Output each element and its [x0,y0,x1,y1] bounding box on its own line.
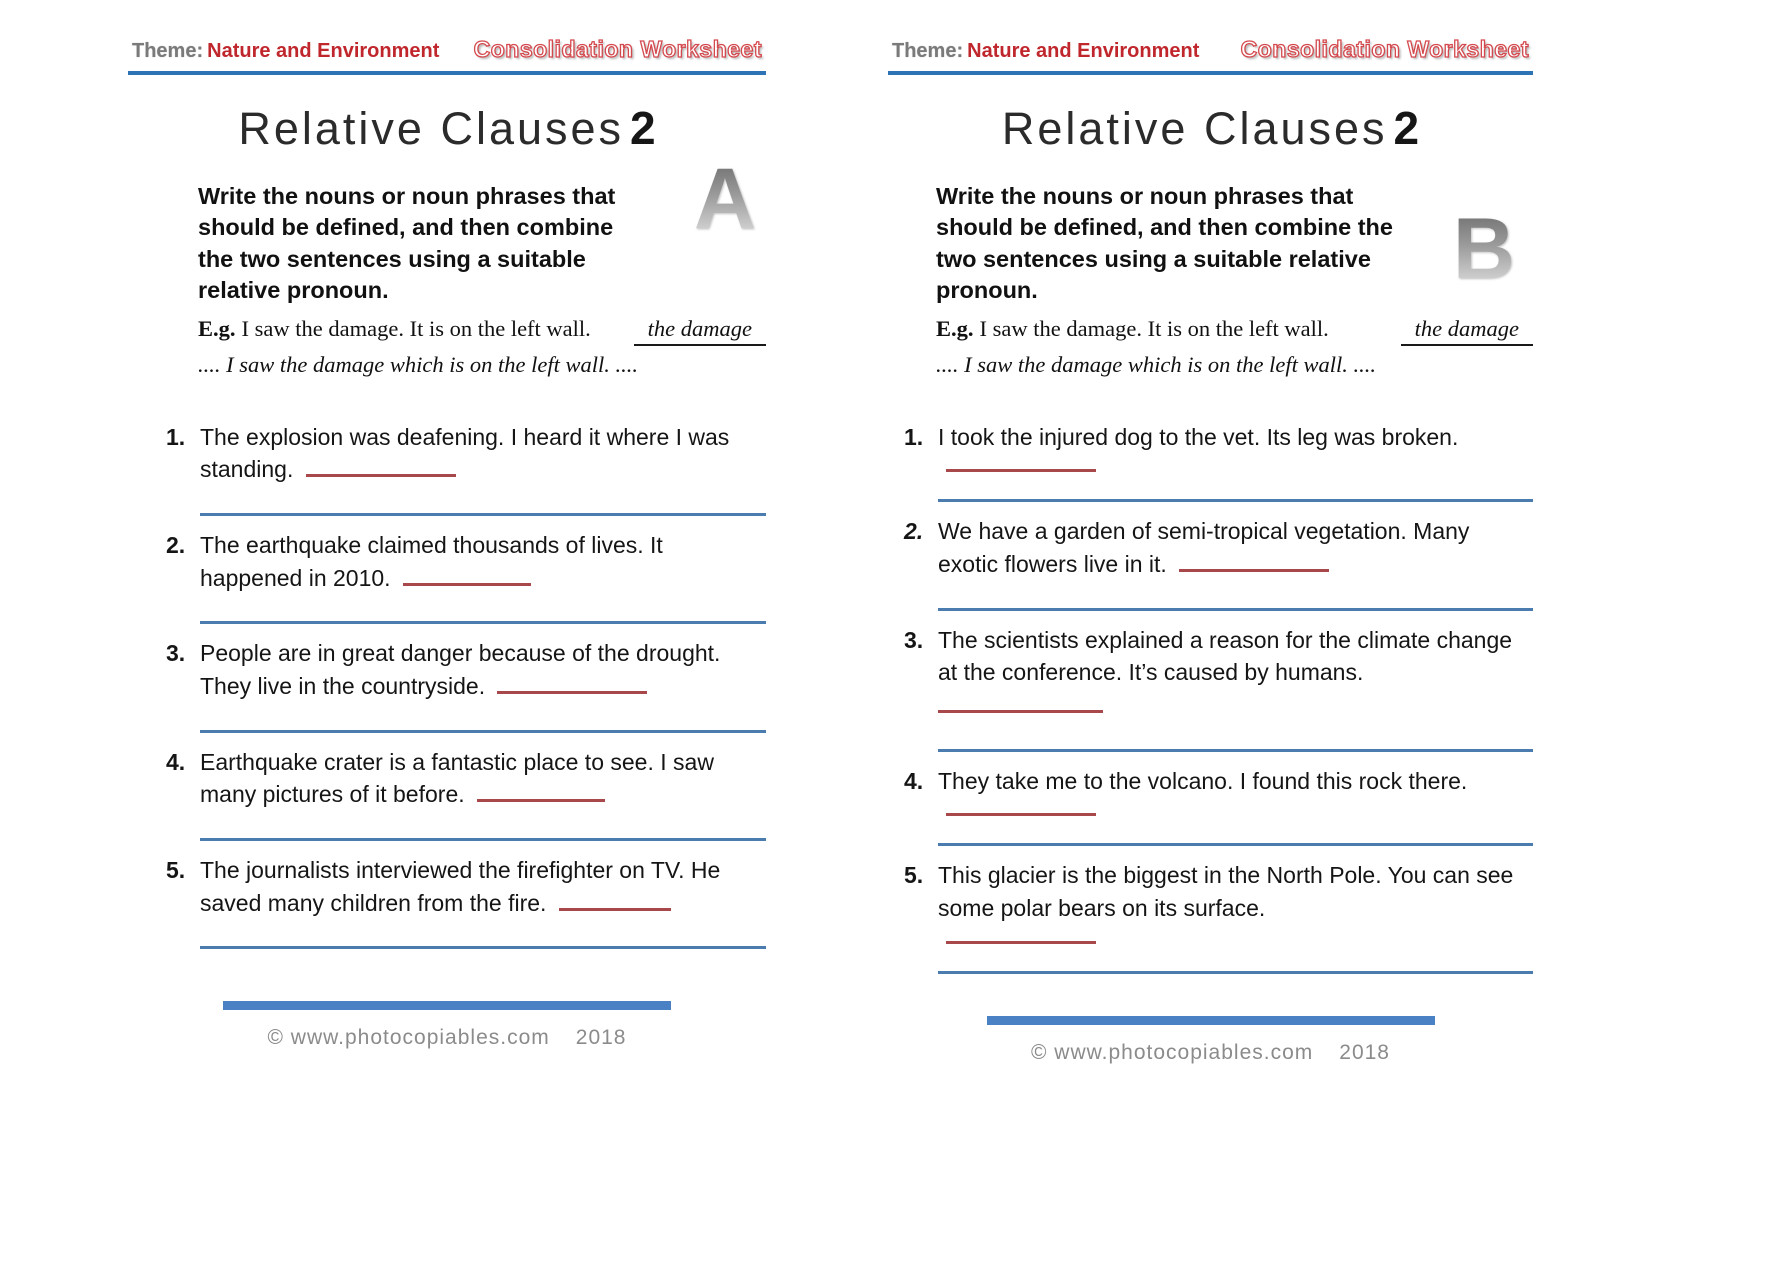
instructions-line: two sentences using a suitable relative [936,245,1371,272]
answer-blank-red[interactable] [946,813,1096,816]
item-sentence: The scientists explained a reason for the climate change at the conference. It’s caused by humans. [938,626,1513,686]
item-number: 1. [904,423,924,450]
item-sentence: They take me to the volcano. I found this rock there. [938,767,1468,794]
theme-label: Theme: [132,40,204,62]
item-sentence: The explosion was deafening. I heard it where I was standing. [200,423,730,483]
answer-blank-red[interactable] [938,690,1103,713]
example-sentence-line [936,314,1533,346]
footer-text [888,1041,1533,1065]
answer-blank-red[interactable] [306,454,456,477]
worksheet-header [888,28,1533,69]
theme-line [892,40,1199,63]
exercise-list [888,421,1533,974]
answer-line-blue[interactable] [938,843,1533,846]
instructions [198,181,766,307]
page-title-text: Relative Clauses [238,103,625,154]
item-number: 1. [166,423,186,450]
footer-copyright: © www.photocopiables.com [267,1026,550,1050]
example-answer: the damage [1401,314,1533,346]
item-sentence: People are in great danger because of the drought. They live in the countryside. [200,640,721,699]
item-number: 3. [904,626,924,653]
worksheet-footer [128,1001,766,1050]
answer-line-blue[interactable] [200,730,766,733]
item-number: 4. [166,748,186,775]
instructions-line: should be defined, and then combine [198,214,614,241]
item-number: 3. [166,640,186,667]
header-rule [888,71,1533,75]
answer-blank-red[interactable] [1179,549,1329,572]
worksheet-type-label: Consolidation Worksheet [1240,36,1529,62]
item-sentence: This glacier is the biggest in the North Pole. You can see some polar bears on its surface. [938,862,1514,921]
answer-blank-red[interactable] [559,888,671,911]
item-sentence: I took the injured dog to the vet. Its leg was broken. [938,423,1459,450]
section-letter-a: A [693,151,756,247]
item-number: 5. [904,862,924,889]
answer-line-blue[interactable] [938,608,1533,611]
worksheet-header [128,28,766,69]
instructions-line: the two sentences using a suitable [198,245,586,272]
exercise-list [128,421,766,950]
answer-blank-red[interactable] [497,671,647,694]
answer-line-blue[interactable] [200,621,766,624]
page-title [128,101,766,155]
exercise-item-2 [128,529,766,594]
item-number: 5. [166,856,186,883]
answer-line-blue[interactable] [200,946,766,949]
instructions-line: relative pronoun. [198,277,389,304]
item-sentence: Earthquake crater is a fantastic place to see. I saw many pictures of it before. [200,748,714,808]
instructions-line: should be defined, and then combine the [936,214,1393,241]
answer-blank-red[interactable] [477,779,605,802]
answer-line-blue[interactable] [938,749,1533,752]
exercise-item-1 [888,421,1533,473]
answer-line-blue[interactable] [200,838,766,841]
worksheet-footer [888,1016,1533,1065]
answer-line-blue[interactable] [938,499,1533,502]
answer-blank-red[interactable] [946,469,1096,472]
answer-blank-red[interactable] [946,941,1096,944]
header-rule [128,71,766,75]
example-label: E.g. [198,315,236,341]
example-sentence: I saw the damage. It is on the left wall. [241,315,591,341]
footer-text [128,1026,766,1050]
footer-year: 2018 [1339,1040,1390,1064]
theme-value: Nature and Environment [967,40,1200,62]
item-sentence: The earthquake claimed thousands of lives. It happened in 2010. [200,532,663,591]
exercise-item-5 [888,859,1533,943]
page-title-number: 2 [630,102,656,154]
worksheet-page-a [128,28,766,1050]
answer-blank-red[interactable] [403,563,531,586]
exercise-item-3 [128,637,766,702]
example-block [936,314,1533,381]
exercise-item-3 [888,624,1533,722]
answer-line-blue[interactable] [200,513,766,516]
theme-value: Nature and Environment [207,40,440,62]
item-number: 2. [166,532,186,558]
footer-copyright: © www.photocopiables.com [1031,1040,1314,1064]
item-number: 4. [904,767,924,794]
exercise-item-2 [888,515,1533,580]
instructions-line: Write the nouns or noun phrases that [936,183,1354,209]
footer-bar [987,1016,1435,1025]
page-title-number: 2 [1393,102,1420,154]
example-label: E.g. [936,315,974,341]
instructions [936,181,1533,307]
item-sentence: The journalists interviewed the firefighter on TV. He saved many children from the fire. [200,856,721,916]
item-sentence: We have a garden of semi-tropical vegetation. Many exotic flowers live in it. [938,518,1470,577]
exercise-item-1 [128,421,766,486]
exercise-item-5 [128,854,766,919]
exercise-item-4 [128,746,766,811]
example-combined-sentence: .... I saw the damage which is on the left wall. .... [198,352,638,378]
example-sentence: I saw the damage. It is on the left wall. [979,315,1329,341]
example-sentence-line [198,314,766,346]
worksheet-page-b [888,28,1533,1065]
item-number: 2. [904,518,924,545]
exercise-item-4 [888,765,1533,817]
theme-line [132,40,439,63]
example-combined-sentence: .... I saw the damage which is on the left wall. .... [936,352,1376,378]
example-answer: the damage [634,314,766,346]
instructions-line: Write the nouns or noun phrases that [198,183,616,209]
page-title-text: Relative Clauses [1001,103,1388,154]
footer-year: 2018 [575,1026,627,1050]
instructions-line: pronoun. [936,277,1038,304]
theme-label: Theme: [892,40,964,62]
worksheet-type-label: Consolidation Worksheet [473,36,762,62]
page-title [888,101,1533,155]
section-letter-b: B [1452,201,1515,297]
footer-bar [223,1001,671,1010]
answer-line-blue[interactable] [938,971,1533,974]
example-block [198,314,766,381]
